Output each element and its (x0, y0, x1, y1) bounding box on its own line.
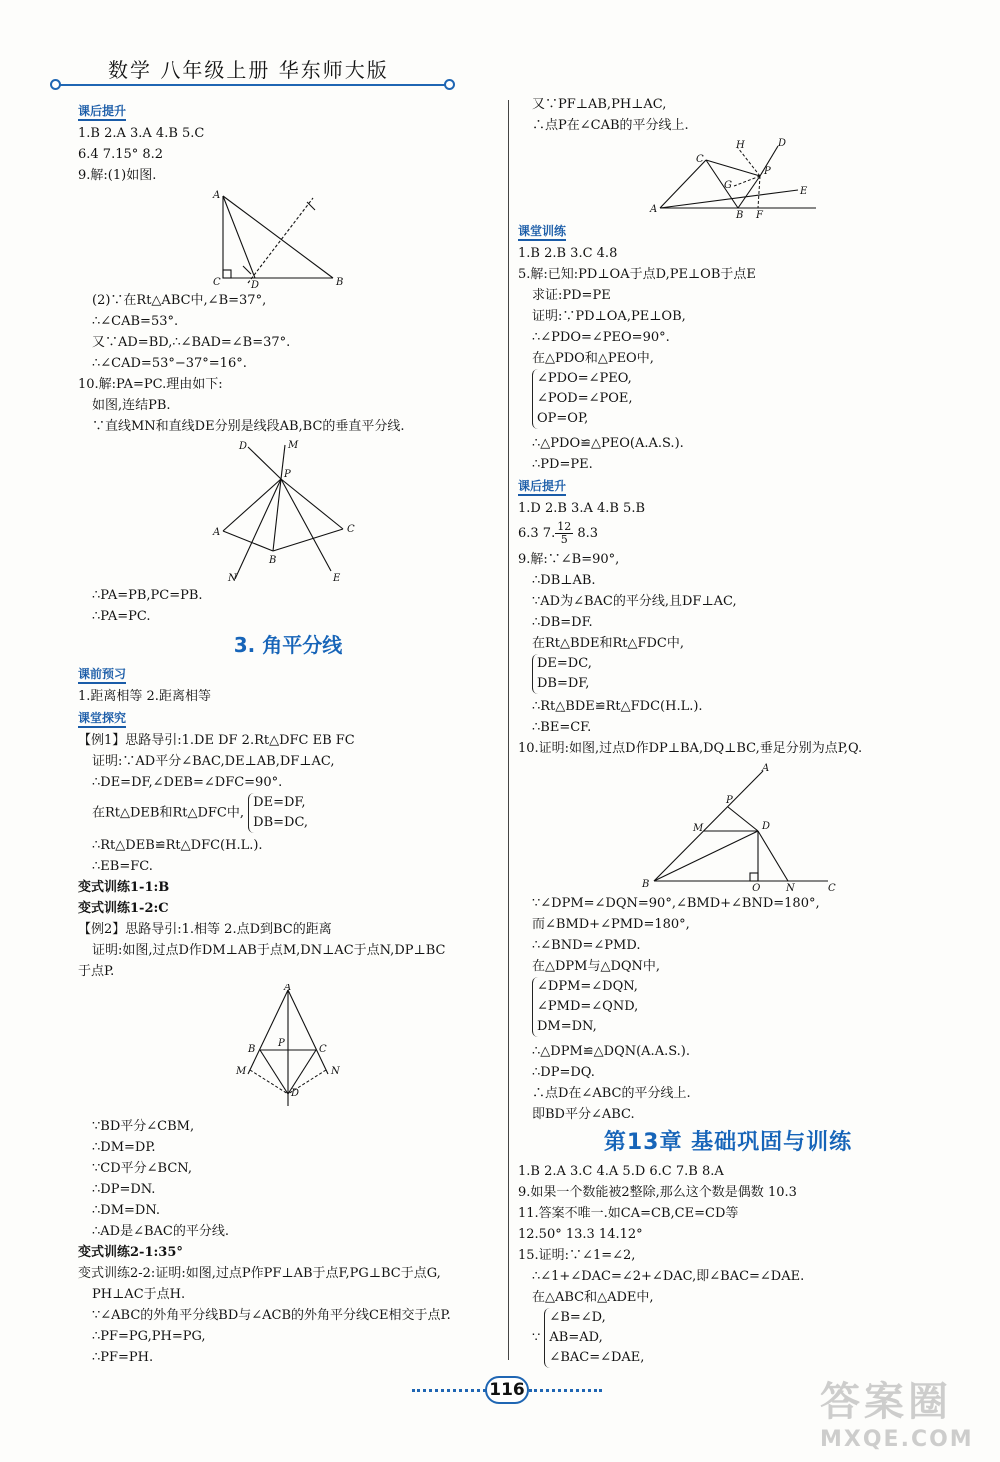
solution-line: ∴PA=PB,PC=PB. (92, 588, 203, 603)
solution-line: (2)∵在Rt△ABC中,∠B=37°, (92, 293, 267, 308)
fig3-label: B (248, 1044, 256, 1055)
fig3-label: C (319, 1044, 327, 1055)
proof-line: 于点P. (78, 964, 115, 979)
proof-line: ∵CD平分∠BCN, (92, 1161, 192, 1176)
proof-line: ∴点D在∠ABC的平分线上. (532, 1086, 691, 1101)
fraction-numerator: 12 (557, 520, 572, 533)
figure-triangle-abc (203, 188, 373, 288)
fig4-label: F (756, 210, 763, 218)
section-title: 3. 角平分线 (233, 633, 343, 657)
fig2-label: C (347, 524, 355, 535)
proof-line: 又∵PF⊥AB,PH⊥AC, (532, 97, 667, 112)
solution-line: ∴△PDO≌△PEO(A.A.S.). (532, 436, 684, 451)
brace-line: ∠POD=∠POE, (537, 391, 633, 406)
fig5-label: P (726, 795, 733, 806)
proof-line: ∴AD是∠BAC的平分线. (92, 1224, 229, 1239)
left-column (78, 100, 498, 1368)
fig5-label: D (762, 821, 771, 832)
fig4-label: D (778, 138, 787, 149)
solution-line: ∴DB=DF. (532, 615, 593, 630)
proof-line: ∵∠DPM=∠DQN=90°,∠BMD+∠BND=180°, (532, 896, 820, 911)
fig2-label: M (288, 440, 299, 451)
solution-line: 10.解:PA=PC.理由如下: (78, 377, 223, 392)
solution-line: ∴PD=PE. (532, 457, 593, 472)
answer-line: 11.答案不唯一.如CA=CB,CE=CD等 (518, 1206, 739, 1221)
brace-system (532, 977, 638, 1037)
fig4-label: H (736, 140, 745, 151)
proof-brace-group: ∵ ∠B=∠D, AB=AD, ∠BAC=∠DAE, (518, 1308, 938, 1372)
answer-line: 6.4 7.15° 8.2 (78, 147, 164, 162)
header-rule (55, 84, 450, 86)
solution-line: ∵AD为∠BAC的平分线,且DF⊥AC, (532, 594, 737, 609)
solution-line: 5.解:已知:PD⊥OA于点D,PE⊥OB于点E (518, 267, 756, 282)
solution-line: ∴∠CAB=53°. (92, 314, 179, 329)
solution-line: 如图,连结PB. (92, 398, 171, 413)
variant-answer: 变式训练2-1:35° (78, 1245, 183, 1260)
variant-answer: 变式训练1-1:B (78, 880, 170, 895)
proof-line: ∵∠ABC的外角平分线BD与∠ACB的外角平分线CE相交于点P. (92, 1308, 451, 1323)
header-dot-right (444, 79, 455, 90)
fraction-denominator: 5 (560, 533, 568, 546)
watermark-line2: MXQE.COM (820, 1427, 974, 1452)
proof-line: ∴Rt△DEB≌Rt△DFC(H.L.). (92, 838, 263, 853)
answer-text: 6.3 7. (518, 526, 556, 541)
proof-line: PH⊥AC于点H. (92, 1287, 186, 1302)
section-tag: 课后提升 (78, 103, 126, 121)
fig3-label: P (278, 1038, 285, 1049)
brace-line: ∠DPM=∠DQN, (537, 979, 638, 994)
proof-line: ∵BD平分∠CBM, (92, 1119, 195, 1134)
fig3-label: A (284, 984, 292, 993)
proof-line: ∴EB=FC. (92, 859, 153, 874)
brace-line: DB=DC, (253, 815, 309, 830)
solution-line: 在△PDO和△PEO中, (532, 351, 654, 366)
answer-line: 9.如果一个数能被2整除,那么这个数是偶数 10.3 (518, 1185, 797, 1200)
solution-line: ∴PA=PC. (92, 609, 151, 624)
answer-line: 1.B 2.A 3.C 4.A 5.D 6.C 7.B 8.A (518, 1164, 724, 1179)
figure-angle-abc-bisector (638, 761, 838, 891)
solution-line: ∴BE=CF. (532, 720, 592, 735)
fig2-label: A (213, 527, 221, 538)
brace-line: DM=DN, (537, 1019, 597, 1034)
solution-line: 10.证明:如图,过点D作DP⊥BA,DQ⊥BC,垂足分别为点P,Q. (518, 741, 863, 756)
brace-system (544, 1308, 644, 1368)
proof-line: 证明:∵AD平分∠BAC,DE⊥AB,DF⊥AC, (92, 754, 335, 769)
fig2-label: N (228, 573, 237, 583)
proof-line: 证明:如图,过点D作DM⊥AB于点M,DN⊥AC于点N,DP⊥BC (92, 943, 446, 958)
fraction (555, 521, 573, 546)
fig1-label: B (336, 277, 344, 288)
fig5-label: A (762, 763, 770, 774)
fig2-label: D (239, 441, 248, 452)
proof-line: 即BD平分∠ABC. (532, 1107, 635, 1122)
proof-line: ∴DP=DQ. (532, 1065, 595, 1080)
proof-brace-group (518, 654, 938, 696)
fig4-label: P (764, 166, 771, 177)
proof-line: 15.证明:∵∠1=∠2, (518, 1248, 636, 1263)
fig5-label: M (693, 823, 704, 834)
fig5-label: B (642, 879, 650, 890)
answer-line: 1.B 2.B 3.C 4.8 (518, 246, 618, 261)
proof-line: ∴∠1+∠DAC=∠2+∠DAC,即∠BAC=∠DAE. (532, 1269, 805, 1284)
proof-brace-group (518, 977, 938, 1041)
page-number-badge (412, 1376, 602, 1406)
brace-line: ∠B=∠D, (549, 1310, 606, 1325)
brace-line: DE=DC, (537, 656, 592, 671)
page-number-dots-left (412, 1389, 492, 1392)
proof-line: 在△ABC和△ADE中, (532, 1290, 654, 1305)
brace-line: OP=OP, (537, 411, 589, 426)
section-tag: 课后提升 (518, 478, 566, 496)
answer-line: 12.50° 13.3 14.12° (518, 1227, 643, 1242)
proof-line: ∴DM=DN. (92, 1203, 160, 1218)
fig4-label: B (736, 210, 744, 218)
watermark-logo (820, 1370, 990, 1450)
watermark-line1: 答案圈 (820, 1379, 952, 1425)
example-line: 【例2】思路导引:1.相等 2.点D到BC的距离 (78, 922, 332, 937)
solution-line: ∴Rt△BDE≌Rt△FDC(H.L.). (532, 699, 703, 714)
proof-line: ∴PF=PG,PH=PG, (92, 1329, 206, 1344)
solution-line: 求证:PD=PE (532, 288, 611, 303)
fig4-label: C (696, 154, 704, 165)
fig1-label: C (213, 277, 221, 288)
fig5-label: C (828, 883, 836, 891)
solution-line: 9.解:∵∠B=90°, (518, 552, 620, 567)
proof-brace-group (518, 369, 938, 433)
fig2-label: E (333, 573, 341, 583)
proof-line: ∴DP=DN. (92, 1182, 156, 1197)
fig5-label: N (786, 883, 795, 891)
page-header-title: 数学 八年级上册 华东师大版 (108, 58, 389, 82)
brace-line: DE=DF, (253, 795, 306, 810)
section-tag: 课堂训练 (518, 223, 566, 241)
proof-line: ∴DM=DP. (92, 1140, 156, 1155)
brace-line: ∠PDO=∠PEO, (537, 371, 632, 386)
page-number: 116 (485, 1376, 529, 1404)
fig2-label: P (284, 469, 291, 480)
fig5-label: Q (752, 883, 761, 891)
chapter-title: 第13章 基础巩固与训练 (603, 1130, 853, 1155)
answer-line: 1.距离相等 2.距离相等 (78, 689, 211, 704)
brace-line: AB=AD, (549, 1330, 603, 1345)
brace-system (532, 654, 592, 694)
page-number-dots-right (529, 1389, 602, 1392)
proof-line: 而∠BMD+∠PMD=180°, (532, 917, 690, 932)
proof-line: ∴点P在∠CAB的平分线上. (532, 118, 689, 133)
fig2-label: B (269, 555, 277, 566)
proof-line: ∴PF=PH. (92, 1350, 154, 1365)
column-divider (508, 100, 509, 1360)
fig4-label: E (800, 186, 808, 197)
fig1-label: D (251, 280, 260, 288)
answer-line: 9.解:(1)如图. (78, 168, 157, 183)
fig3-label: M (236, 1066, 247, 1077)
example-line: 【例1】思路导引:1.DE DF 2.Rt△DFC EB FC (78, 733, 355, 748)
brace-line: ∠BAC=∠DAE, (549, 1350, 645, 1365)
answer-text: 8.3 (573, 526, 599, 541)
proof-line: ∴△DPM≌△DQN(A.A.S.). (532, 1044, 690, 1059)
solution-line: ∴∠PDO=∠PEO=90°. (532, 330, 670, 345)
brace-line: ∠PMD=∠QND, (537, 999, 639, 1014)
solution-line: ∴∠CAD=53°−37°=16°. (92, 356, 247, 371)
proof-brace-group (78, 793, 498, 835)
figure-exterior-bisectors (648, 138, 818, 218)
figure-angle-bisector-abc (218, 984, 358, 1114)
fig4-label: A (650, 204, 658, 215)
fig4-label: G (724, 180, 732, 191)
right-column (518, 94, 938, 1372)
solution-line: 又∵AD=BD,∴∠BAD=∠B=37°. (92, 335, 291, 350)
solution-line: 在Rt△BDE和Rt△FDC中, (532, 636, 685, 651)
fig1-label: A (213, 190, 221, 201)
proof-text: 在Rt△DEB和Rt△DFC中, (92, 805, 245, 821)
solution-line: ∵直线MN和直线DE分别是线段AB,BC的垂直平分线. (92, 419, 405, 434)
proof-line: ∴∠BND=∠PMD. (532, 938, 641, 953)
section-tag: 课堂探究 (78, 710, 126, 728)
variant-answer: 变式训练1-2:C (78, 901, 169, 916)
proof-line: ∴DE=DF,∠DEB=∠DFC=90°. (92, 775, 283, 790)
solution-line: 证明:∵PD⊥OA,PE⊥OB, (532, 309, 686, 324)
answer-line: 1.D 2.B 3.A 4.B 5.B (518, 501, 646, 516)
brace-line: DB=DF, (537, 676, 590, 691)
fig3-label: D (291, 1088, 300, 1099)
fig3-label: N (331, 1066, 340, 1077)
header-dot-left (50, 79, 61, 90)
figure-perpendicular-bisectors (203, 439, 373, 583)
brace-system (248, 793, 308, 833)
answer-line: 1.B 2.A 3.A 4.B 5.C (78, 126, 205, 141)
brace-system (532, 369, 633, 429)
proof-line: 在△DPM与△DQN中, (532, 959, 661, 974)
variant-answer: 变式训练2-2:证明:如图,过点P作PF⊥AB于点F,PG⊥BC于点G, (78, 1266, 441, 1281)
answer-line (518, 519, 938, 549)
solution-line: ∴DB⊥AB. (532, 573, 596, 588)
section-tag: 课前预习 (78, 666, 126, 684)
